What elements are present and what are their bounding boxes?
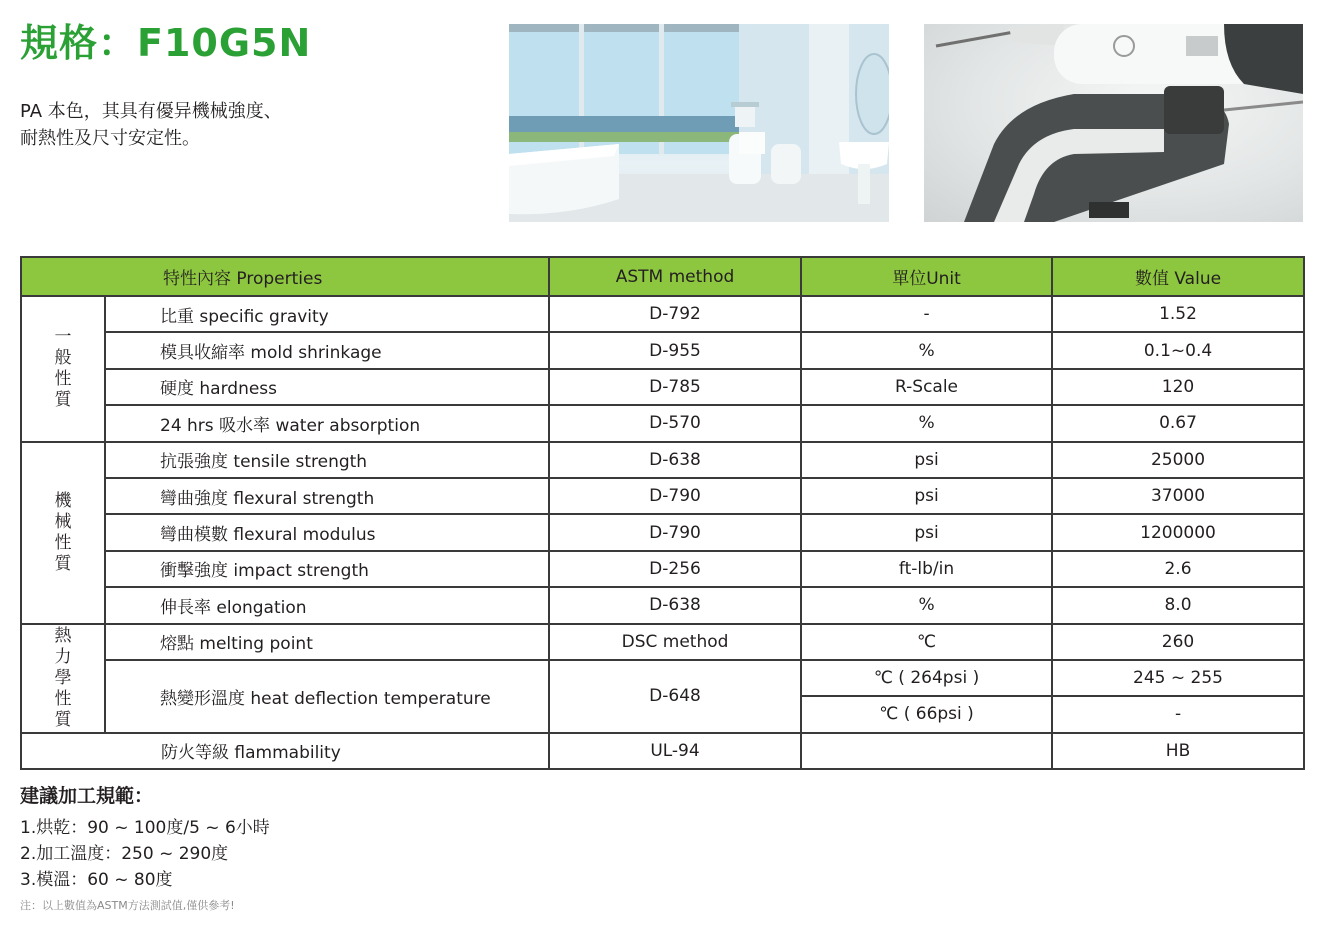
table-row — [21, 514, 1304, 550]
property-method: UL-94 — [549, 733, 801, 769]
table-row — [21, 478, 1304, 514]
product-description — [20, 98, 282, 152]
property-unit: psi — [801, 514, 1052, 550]
property-value: 2.6 — [1052, 551, 1304, 587]
group-thermal-label: 熱力學性質 — [54, 625, 72, 730]
page-title: 規格：F10G5N — [20, 21, 312, 65]
property-name: 衝擊強度 impact strength — [105, 551, 549, 587]
property-unit: R-Scale — [801, 369, 1052, 405]
property-name: 彎曲強度 flexural strength — [105, 478, 549, 514]
property-value: 260 — [1052, 624, 1304, 660]
property-unit: % — [801, 405, 1052, 441]
table-row — [21, 296, 1304, 332]
group-mechanical — [21, 442, 105, 624]
property-method: DSC method — [549, 624, 801, 660]
property-unit: ℃ — [801, 624, 1052, 660]
property-method: D-648 — [549, 660, 801, 733]
property-method: D-570 — [549, 405, 801, 441]
bathroom-illustration — [509, 24, 889, 222]
spec-table — [20, 256, 1305, 770]
property-unit: ℃ ( 264psi ) — [801, 660, 1052, 696]
processing-item: 3.模溫：60 ~ 80度 — [20, 870, 173, 890]
table-row — [21, 332, 1304, 368]
property-method: D-955 — [549, 332, 801, 368]
property-value: HB — [1052, 733, 1304, 769]
property-value: 8.0 — [1052, 587, 1304, 623]
property-unit: ft-lb/in — [801, 551, 1052, 587]
property-value: 245 ~ 255 — [1052, 660, 1304, 696]
description-line-2: 耐熱性及尺寸安定性。 — [20, 128, 200, 149]
soldering-tool-illustration — [924, 24, 1303, 222]
property-method: D-785 — [549, 369, 801, 405]
bathroom-photo — [509, 24, 889, 222]
property-name: 防火等級 flammability — [21, 733, 549, 769]
property-value: 25000 — [1052, 442, 1304, 478]
property-value: 0.67 — [1052, 405, 1304, 441]
property-value: 1.52 — [1052, 296, 1304, 332]
header-properties: 特性內容 Properties — [21, 257, 549, 296]
group-general — [21, 296, 105, 442]
property-name: 比重 specific gravity — [105, 296, 549, 332]
header-astm-method: ASTM method — [549, 257, 801, 296]
property-name: 硬度 hardness — [105, 369, 549, 405]
property-unit: - — [801, 296, 1052, 332]
description-line-1: PA 本色，其具有優异機械強度、 — [20, 101, 282, 122]
property-unit — [801, 733, 1052, 769]
property-name: 彎曲模數 flexural modulus — [105, 514, 549, 550]
property-unit: ℃ ( 66psi ) — [801, 696, 1052, 732]
table-row — [21, 369, 1304, 405]
property-name: 24 hrs 吸水率 water absorption — [105, 405, 549, 441]
property-name: 模具收縮率 mold shrinkage — [105, 332, 549, 368]
property-name: 伸長率 elongation — [105, 587, 549, 623]
property-method: D-790 — [549, 514, 801, 550]
property-name: 熱變形溫度 heat deflection temperature — [105, 660, 549, 733]
property-value: 0.1~0.4 — [1052, 332, 1304, 368]
property-method: D-638 — [549, 442, 801, 478]
processing-item: 2.加工溫度：250 ~ 290度 — [20, 844, 229, 864]
table-row — [21, 442, 1304, 478]
table-row — [21, 587, 1304, 623]
property-unit: % — [801, 332, 1052, 368]
property-value: 120 — [1052, 369, 1304, 405]
property-name: 抗張強度 tensile strength — [105, 442, 549, 478]
header-value: 數值 Value — [1052, 257, 1304, 296]
group-general-label: 一般性質 — [54, 326, 72, 410]
soldering-tool-photo — [924, 24, 1303, 222]
table-row — [21, 624, 1304, 660]
group-mechanical-label: 機械性質 — [54, 490, 72, 574]
processing-title: 建議加工規範： — [20, 785, 154, 807]
processing-item: 1.烘乾：90 ~ 100度/5 ~ 6小時 — [20, 818, 270, 838]
property-unit: psi — [801, 478, 1052, 514]
spec-table-header-row — [21, 257, 1304, 296]
property-value: 37000 — [1052, 478, 1304, 514]
footnote: 注：以上數值為ASTM方法測試值,僅供參考! — [20, 899, 235, 912]
property-method: D-792 — [549, 296, 801, 332]
property-unit: psi — [801, 442, 1052, 478]
property-name: 熔點 melting point — [105, 624, 549, 660]
property-method: D-638 — [549, 587, 801, 623]
group-thermal — [21, 624, 105, 733]
table-row — [21, 733, 1304, 769]
property-value: 1200000 — [1052, 514, 1304, 550]
property-unit: % — [801, 587, 1052, 623]
header-unit: 單位Unit — [801, 257, 1052, 296]
property-value: - — [1052, 696, 1304, 732]
table-row — [21, 660, 1304, 696]
table-row — [21, 551, 1304, 587]
property-method: D-790 — [549, 478, 801, 514]
table-row — [21, 405, 1304, 441]
property-method: D-256 — [549, 551, 801, 587]
